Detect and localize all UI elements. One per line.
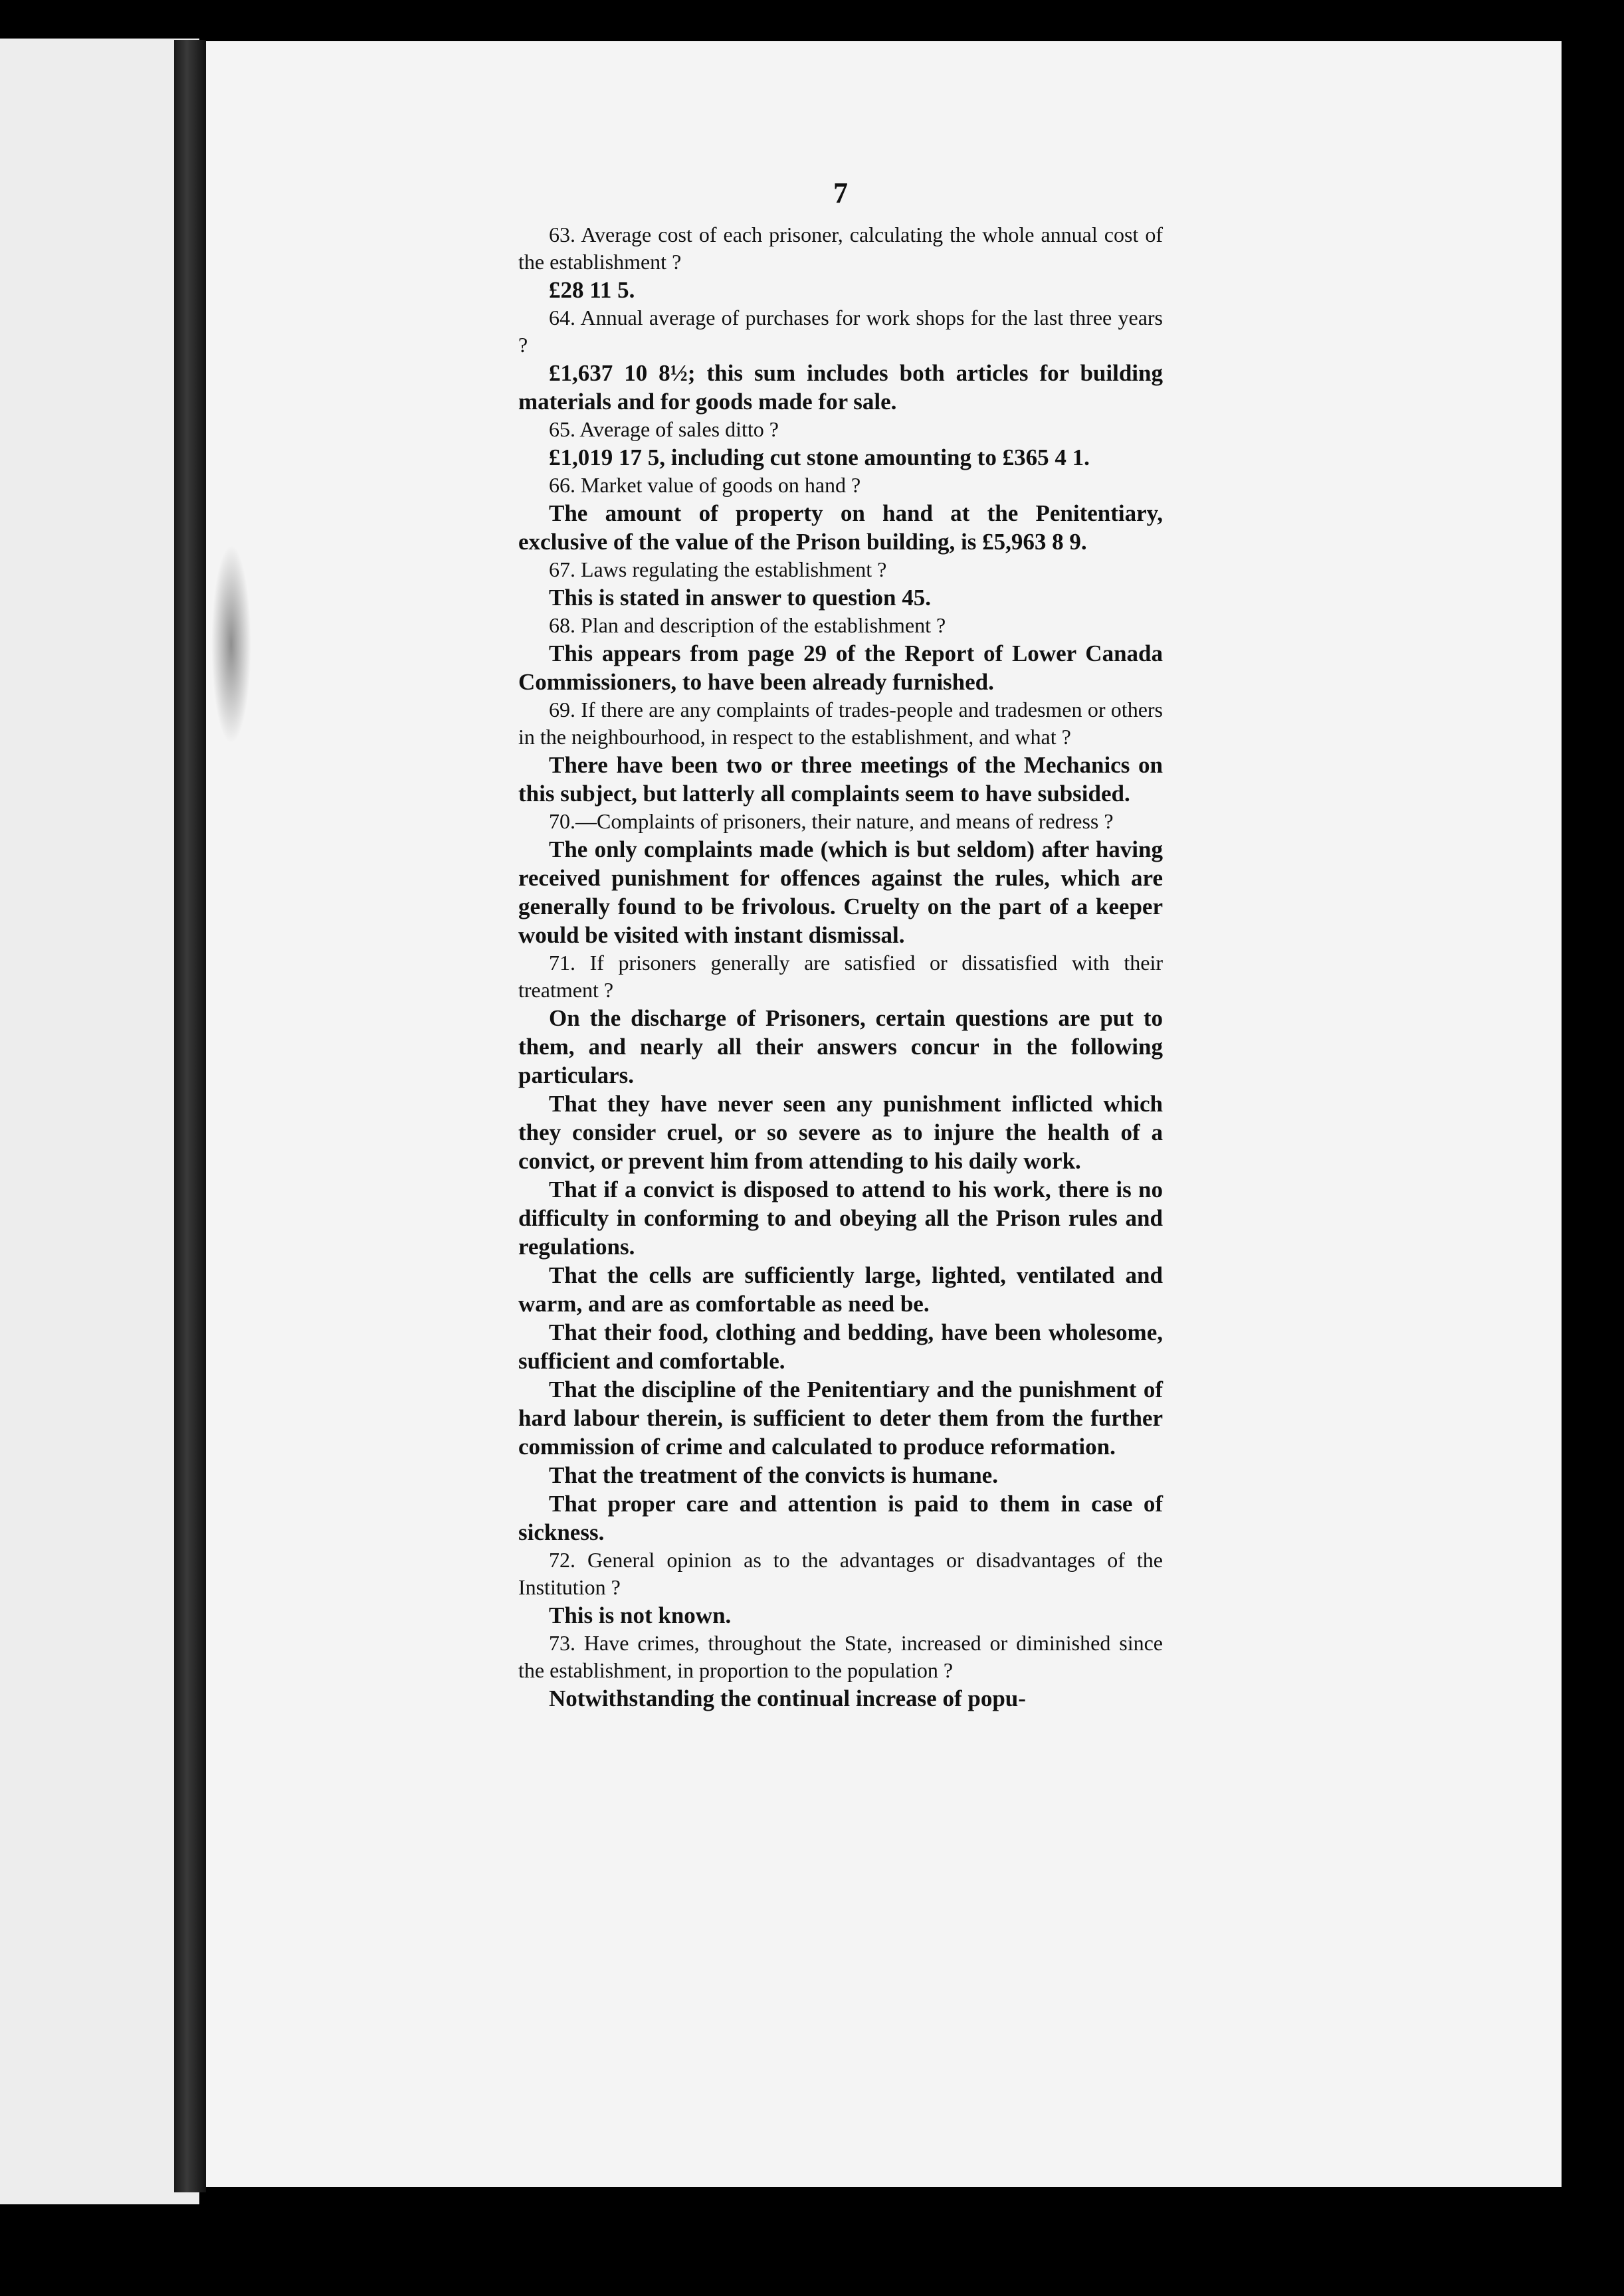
question-71: 71. If prisoners generally are satisfied or dissatisfied with their treatment ?: [518, 951, 1163, 1002]
answer-67: This is stated in answer to question 45.: [549, 585, 932, 611]
question-63: 63. Average cost of each prisoner, calculating the whole annual cost of the establishment ?: [518, 223, 1163, 274]
answer-71-point-2: That if a convict is disposed to attend to his work, there is no difficulty in conforming to and obeying all the Prison rules and regulations.: [518, 1177, 1163, 1260]
answer-72: This is not known.: [549, 1602, 732, 1628]
question-answer-list: [518, 221, 1163, 1713]
answer-68: This appears from page 29 of the Report of Lower Canada Commissioners, to have been already furnished.: [518, 640, 1163, 695]
answer-71-point-7: That proper care and attention is paid to them in case of sickness.: [518, 1491, 1163, 1545]
page-text-column: [518, 179, 1163, 1713]
answer-64: £1,637 10 8½; this sum includes both articles for building materials and for goods made for sale.: [518, 360, 1163, 415]
page-number: 7: [833, 177, 848, 209]
question-64: 64. Annual average of purchases for work shops for the last three years ?: [518, 306, 1163, 357]
facing-page-edge: [0, 39, 199, 2204]
question-67: 67. Laws regulating the establishment ?: [549, 557, 887, 581]
question-68: 68. Plan and description of the establishment ?: [549, 613, 946, 637]
answer-73: Notwithstanding the continual increase of popu-: [549, 1685, 1026, 1711]
answer-71-point-5: That the discipline of the Penitentiary and the punishment of hard labour therein, is sufficient to deter them from the further commission of crime and calculated to produce reformation.: [518, 1377, 1163, 1460]
question-70: 70.—Complaints of prisoners, their nature, and means of redress ?: [549, 809, 1114, 833]
answer-71-point-3: That the cells are sufficiently large, lighted, ventilated and warm, and are as comfortable as need be.: [518, 1262, 1163, 1317]
answer-71-intro: On the discharge of Prisoners, certain questions are put to them, and nearly all their answers concur in the following particulars.: [518, 1005, 1163, 1088]
binding-gutter: [174, 40, 206, 2192]
question-66: 66. Market value of goods on hand ?: [549, 473, 861, 497]
ink-smudge: [211, 545, 251, 744]
answer-71-point-6: That the treatment of the convicts is humane.: [549, 1462, 998, 1488]
question-65: 65. Average of sales ditto ?: [549, 417, 779, 441]
answer-70: The only complaints made (which is but seldom) after having received punishment for offences against the rules, which are generally found to be frivolous. Cruelty on the part of a keeper would be visited with instant dismissal.: [518, 836, 1163, 948]
answer-71-point-4: That their food, clothing and bedding, have been wholesome, sufficient and comfortable.: [518, 1319, 1163, 1374]
answer-71-point-1: That they have never seen any punishment inflicted which they consider cruel, or so severe as to injure the health of a convict, or prevent him from attending to his daily work.: [518, 1091, 1163, 1174]
question-69: 69. If there are any complaints of trades-people and tradesmen or others in the neighbourhood, in respect to the establishment, and what ?: [518, 698, 1163, 749]
answer-65: £1,019 17 5, including cut stone amounting to £365 4 1.: [549, 444, 1090, 470]
question-72: 72. General opinion as to the advantages or disadvantages of the Institution ?: [518, 1548, 1163, 1599]
answer-69: There have been two or three meetings of the Mechanics on this subject, but latterly all complaints seem to have subsided.: [518, 752, 1163, 807]
answer-63: £28 11 5.: [549, 277, 635, 303]
question-73: 73. Have crimes, throughout the State, increased or diminished since the establishment, in proportion to the population ?: [518, 1631, 1163, 1682]
answer-66: The amount of property on hand at the Penitentiary, exclusive of the value of the Prison building, is £5,963 8 9.: [518, 500, 1163, 555]
